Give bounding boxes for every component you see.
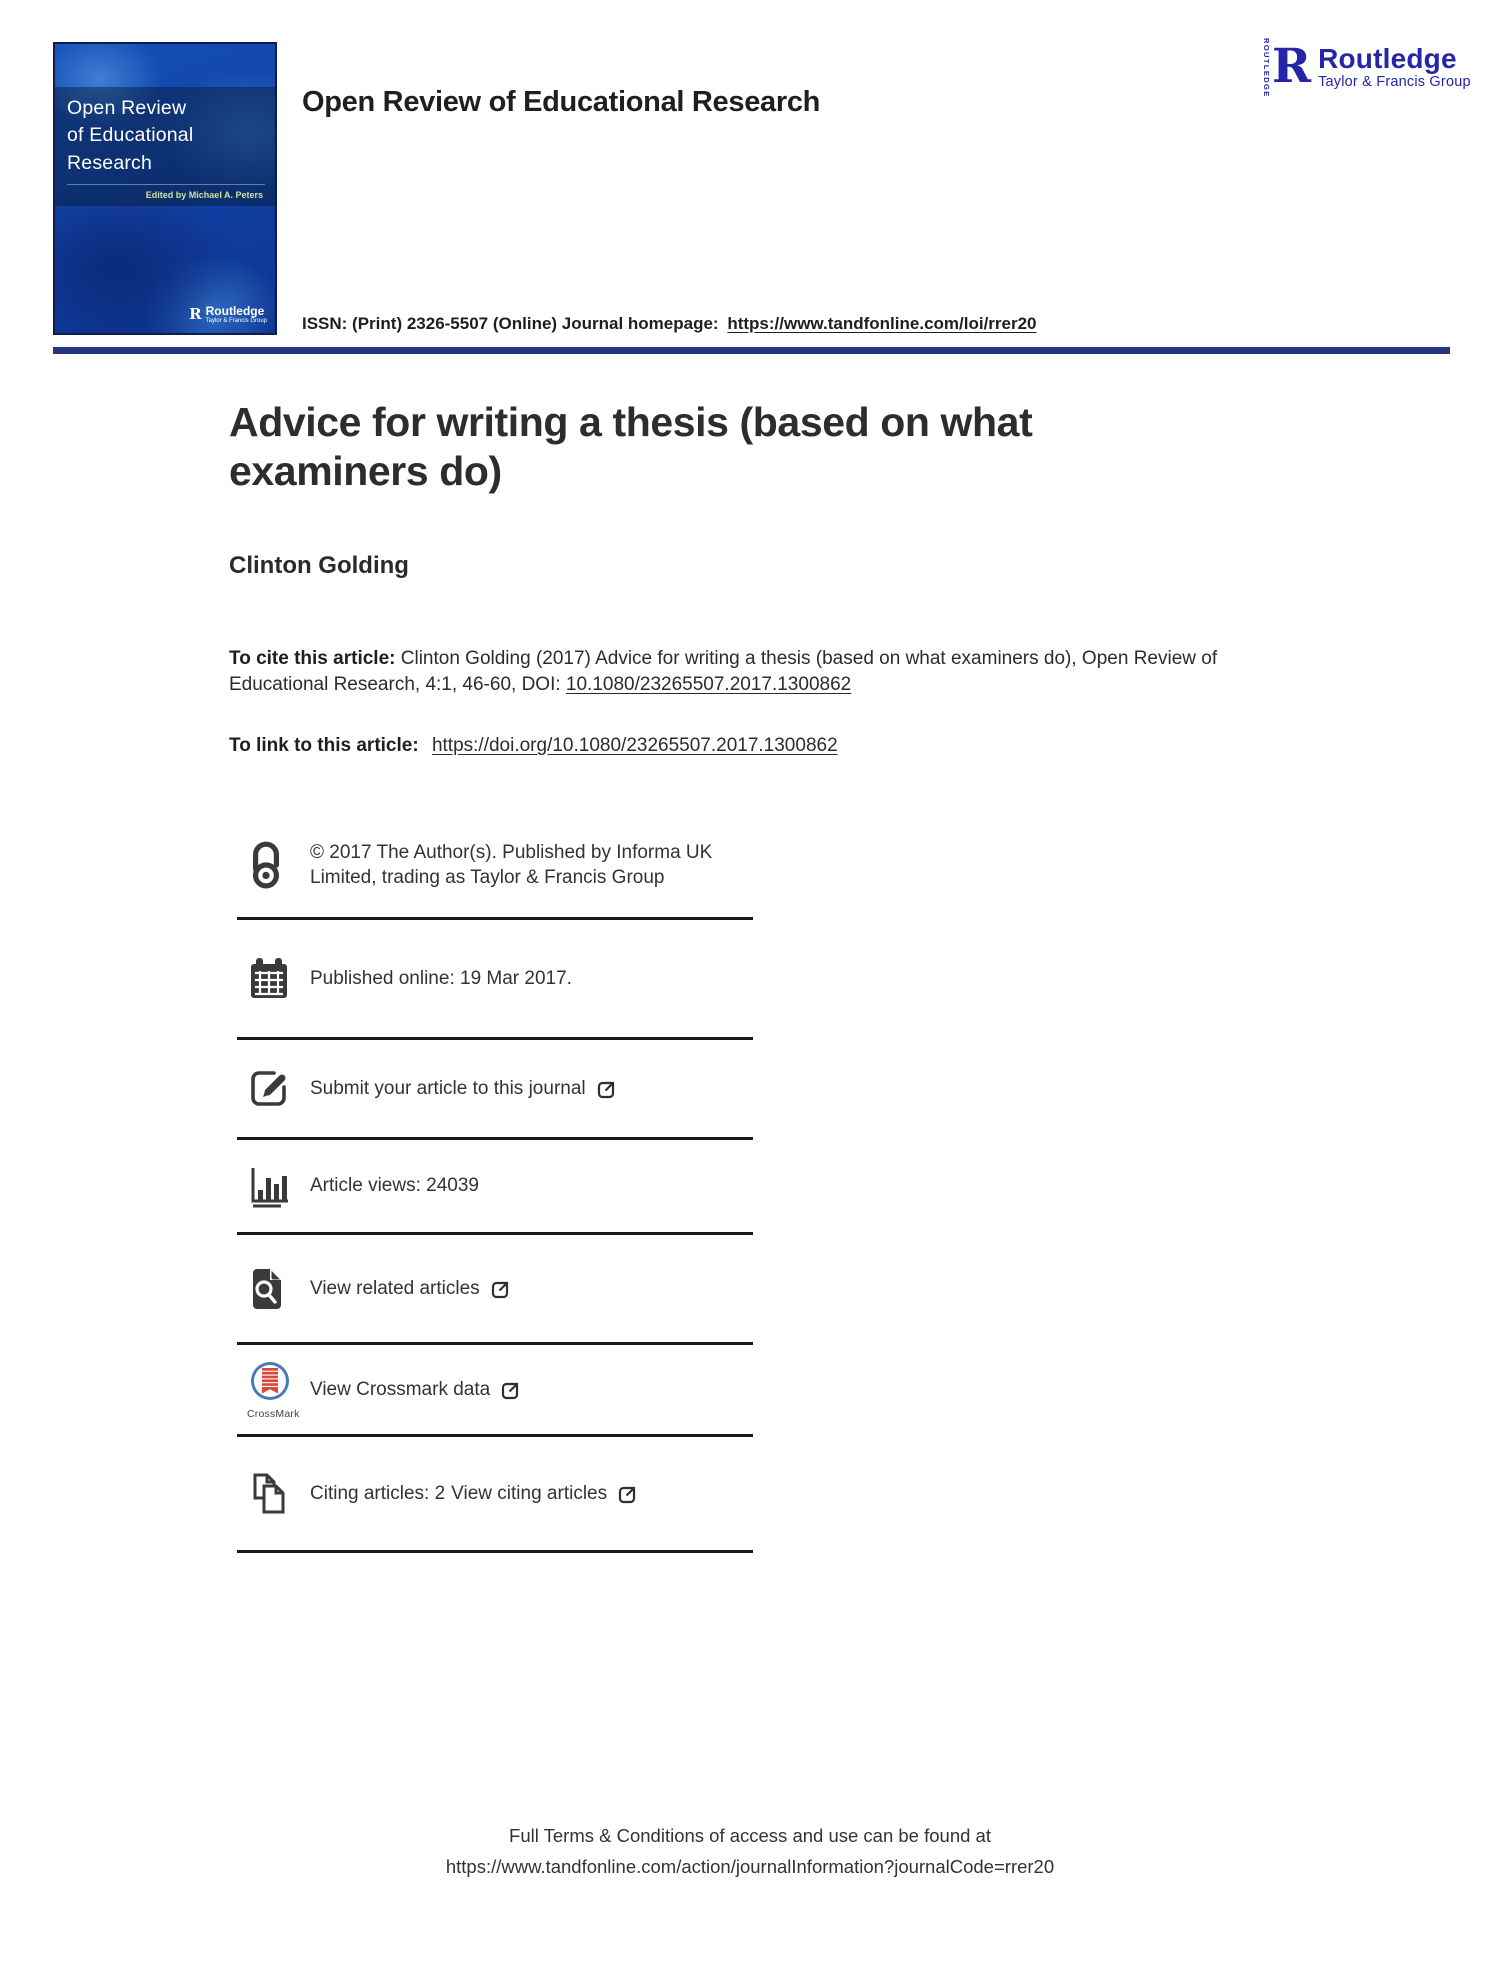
routledge-r-glyph: R <box>189 305 202 324</box>
submit-article-link[interactable]: Submit your article to this journal <box>310 1077 586 1099</box>
external-link-icon <box>617 1485 637 1505</box>
taylor-francis-group-label: Taylor & Francis Group <box>1318 73 1471 90</box>
external-link-icon <box>596 1080 616 1100</box>
routledge-vertical-text: ROUTLEDGE <box>1262 38 1271 98</box>
submit-article-icon[interactable] <box>237 1066 310 1112</box>
action-open-access <box>237 828 753 920</box>
external-link-icon <box>500 1381 520 1401</box>
routledge-logo <box>1262 38 1471 96</box>
journal-title: Open Review of Educational Research <box>302 86 821 118</box>
issn-label: ISSN: (Print) 2326-5507 (Online) Journal homepage: <box>302 314 719 333</box>
view-citing-link[interactable]: View citing articles <box>451 1482 608 1504</box>
imprint-name: Routledge <box>205 303 265 318</box>
citing-articles-icon[interactable] <box>237 1469 310 1519</box>
published-online-text: Published online: 19 Mar 2017. <box>310 967 572 989</box>
citation-block <box>229 646 1239 698</box>
cite-label: To cite this article: <box>229 648 396 669</box>
citing-articles-count: Citing articles: 2 <box>310 1482 446 1504</box>
header-divider <box>53 347 1450 354</box>
external-link-icon <box>490 1280 510 1300</box>
issn-line <box>302 314 1037 334</box>
action-published-online <box>237 920 753 1040</box>
cover-edited-by: Edited by Michael A. Peters <box>145 189 263 200</box>
action-citing-articles[interactable] <box>237 1437 753 1553</box>
routledge-wordmark: Routledge <box>1318 43 1457 75</box>
article-title: Advice for writing a thesis (based on what examiners do) <box>229 399 1033 495</box>
bar-chart-icon <box>237 1164 310 1208</box>
cover-routledge-imprint <box>189 305 267 325</box>
article-author: Clinton Golding <box>229 552 409 579</box>
link-label: To link to this article: <box>229 735 419 756</box>
footer-journal-info-url: https://www.tandfonline.com/action/journalInformation?journalCode=rrer20 <box>445 1856 1055 1878</box>
footer-terms-text: Full Terms & Conditions of access and use can be found at <box>509 1825 991 1846</box>
action-view-related[interactable] <box>237 1235 753 1345</box>
cover-title-line: Open Review <box>67 97 187 119</box>
crossmark-icon[interactable] <box>237 1360 310 1420</box>
view-related-link[interactable]: View related articles <box>310 1277 480 1299</box>
cover-title-band <box>55 87 275 206</box>
view-crossmark-link[interactable]: View Crossmark data <box>310 1378 491 1400</box>
action-article-views <box>237 1140 753 1235</box>
action-view-crossmark[interactable] <box>237 1345 753 1437</box>
doi-link[interactable]: 10.1080/23265507.2017.1300862 <box>565 674 852 696</box>
journal-homepage-link[interactable]: https://www.tandfonline.com/loi/rrer20 <box>727 314 1037 333</box>
crossmark-caption: CrossMark <box>247 1407 300 1420</box>
routledge-r-glyph: R <box>1272 38 1312 94</box>
article-actions-list <box>237 828 753 1553</box>
article-views-text: Article views: 24039 <box>310 1175 479 1196</box>
article-link-block <box>229 735 838 757</box>
open-access-icon <box>237 840 310 890</box>
cover-title-line: of Educational <box>67 124 194 147</box>
action-submit-article[interactable] <box>237 1040 753 1140</box>
calendar-icon <box>237 956 310 1002</box>
cover-title <box>67 95 265 177</box>
imprint-group: Taylor & Francis Group <box>205 317 267 324</box>
doi-url-link[interactable]: https://doi.org/10.1080/23265507.2017.1300862 <box>431 735 838 756</box>
cite-text: Clinton Golding (2017) Advice for writing a thesis (based on what examiners do), Open Review of Educational Research, 4:1, 46-60, DOI: <box>229 648 1218 696</box>
footer <box>0 1820 1500 1883</box>
journal-cover <box>53 42 277 335</box>
related-articles-icon[interactable] <box>237 1265 310 1313</box>
copyright-text: © 2017 The Author(s). Published by Informa UK Limited, trading as Taylor & Francis Group <box>310 842 713 889</box>
cover-title-line: Research <box>67 151 153 174</box>
